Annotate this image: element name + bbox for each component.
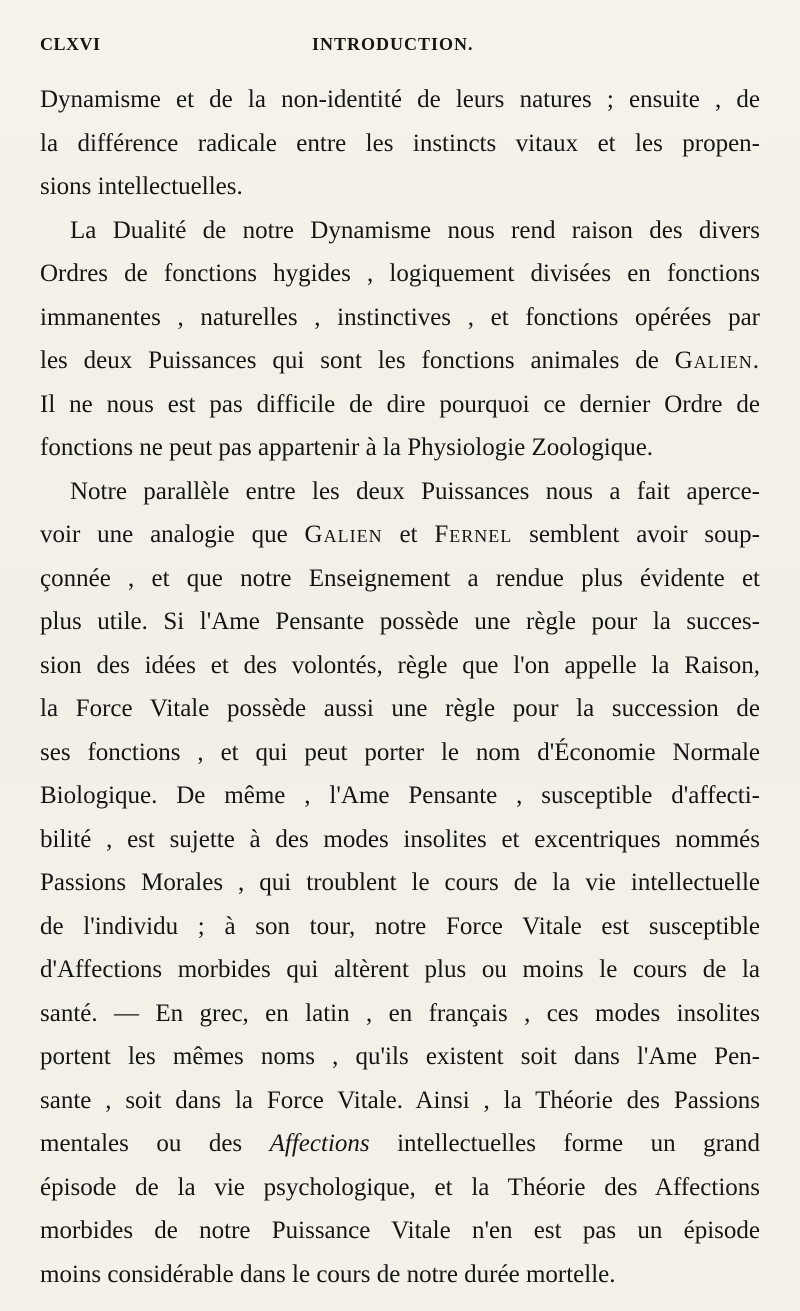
text-fragment: intellectuelles forme un grand: [369, 1130, 760, 1157]
author-name: Fernel: [434, 521, 513, 548]
text-line: plus utile. Si l'Ame Pensante possède une règle pour la succes-: [40, 608, 760, 635]
text-fragment: voir une analogie que: [40, 521, 305, 548]
text-line: La Dualité de notre Dynamisme nous rend raison des divers: [70, 216, 760, 244]
text-line: bilité , est sujette à des modes insolites et excentriques nommés: [40, 825, 760, 853]
text-line: sante , soit dans la Force Vitale. Ainsi , la Théorie des Passions: [40, 1086, 760, 1114]
text-fragment: et: [382, 521, 435, 548]
text-line: immanentes , naturelles , instinctives , et fonctions opérées par: [40, 303, 760, 331]
author-name: Galien: [304, 521, 383, 548]
text-line: Dynamisme et de la non-identité de leurs natures ; ensuite , de: [40, 86, 760, 113]
text-fragment: mentales ou des: [40, 1130, 270, 1157]
text-line: morbides de notre Puissance Vitale n'en est pas un épisode: [40, 1217, 760, 1244]
text-line: Ordres de fonctions hygides , logiquement divisées en fonctions: [40, 260, 760, 287]
text-line: épisode de la vie psychologique, et la Théorie des Affections: [40, 1173, 760, 1201]
text-line: [40, 339, 760, 383]
text-line: sion des idées et des volontés, règle que l'on appelle la Raison,: [40, 651, 760, 679]
page-header: [40, 34, 480, 62]
text-line: moins considérable dans le cours de notre durée mortelle.: [40, 1260, 616, 1288]
text-line: santé. — En grec, en latin , en français , ces modes insolites: [40, 999, 760, 1027]
text-line: [40, 513, 760, 557]
text-line: de l'individu ; à son tour, notre Force Vitale est susceptible: [40, 912, 760, 940]
text-fragment: les deux Puissances qui sont les fonctions animales de: [40, 347, 675, 374]
text-line: fonctions ne peut pas appartenir à la Physiologie Zoologique.: [40, 434, 654, 461]
page-number: CLXVI: [40, 34, 101, 54]
text-line: [40, 1122, 760, 1166]
text-line: çonnée , et que notre Enseignement a rendue plus évidente et: [40, 564, 760, 592]
author-name: Galien.: [674, 347, 760, 374]
running-title: INTRODUCTION.: [312, 34, 474, 54]
text-line: Notre parallèle entre les deux Puissances nous a fait aperce-: [70, 477, 760, 505]
italic-term: Affections: [269, 1130, 370, 1157]
text-line: la Force Vitale possède aussi une règle pour la succession de: [40, 695, 760, 722]
text-line: Biologique. De même , l'Ame Pensante , susceptible d'affecti-: [40, 782, 760, 809]
text-line: Passions Morales , qui troublent le cours de la vie intellectuelle: [40, 869, 760, 896]
text-line: sions intellectuelles.: [40, 173, 243, 200]
text-line: Il ne nous est pas difficile de dire pourquoi ce dernier Ordre de: [40, 390, 760, 418]
text-line: d'Affections morbides qui altèrent plus ou moins le cours de la: [40, 956, 760, 983]
text-line: ses fonctions , et qui peut porter le nom d'Économie Normale: [40, 738, 760, 766]
text-line: portent les mêmes noms , qu'ils existent soit dans l'Ame Pen-: [40, 1043, 760, 1070]
text-fragment: semblent avoir soup-: [512, 521, 760, 548]
body-text: [40, 78, 760, 1296]
text-line: la différence radicale entre les instincts vitaux et les propen-: [40, 129, 760, 157]
